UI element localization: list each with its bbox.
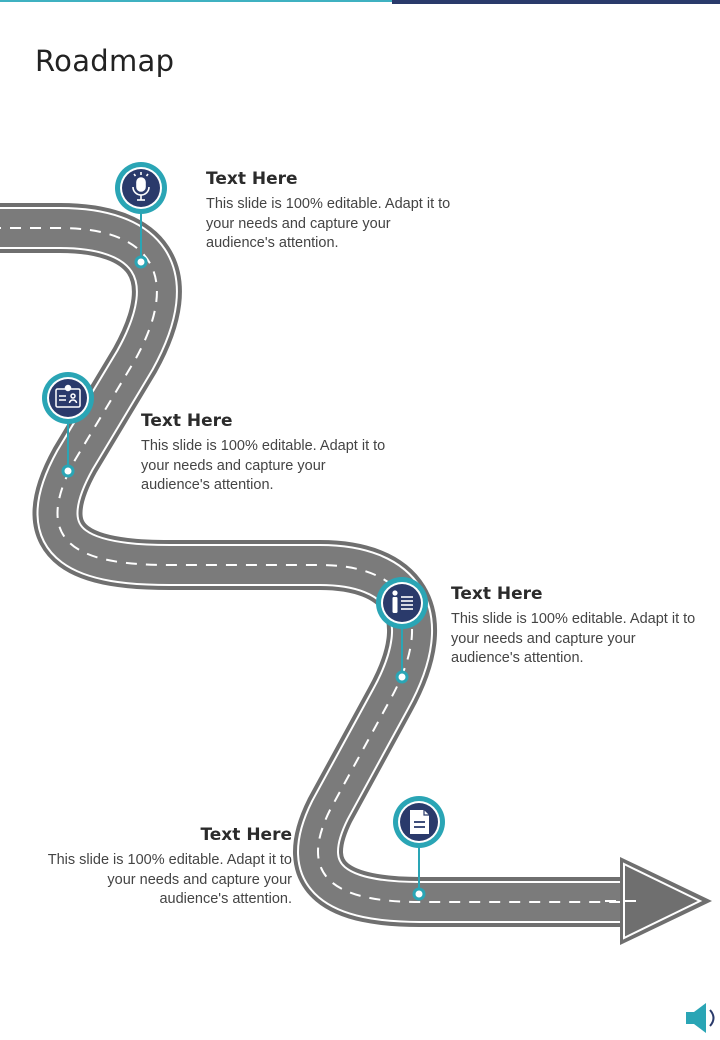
milestone-body-3: This slide is 100% editable. Adapt it to your needs and capture your audience's attention. [451, 611, 696, 666]
page-title: Roadmap [35, 44, 175, 78]
milestone-text-4 [42, 825, 292, 910]
document-icon [410, 810, 429, 834]
road-arrow-head [605, 857, 712, 945]
milestone-body-1: This slide is 100% editable. Adapt it to your needs and capture your audience's attention. [206, 196, 451, 251]
speaker-icon[interactable] [684, 1000, 720, 1036]
milestone-heading-1: Text Here [206, 169, 298, 189]
milestone-text-3 [451, 584, 701, 669]
milestone-heading-2: Text Here [141, 411, 233, 431]
milestone-heading-4: Text Here [200, 825, 292, 845]
milestone-text-1 [206, 169, 456, 254]
road [0, 228, 640, 902]
milestone-body-2: This slide is 100% editable. Adapt it to your needs and capture your audience's attention. [141, 438, 386, 493]
milestone-heading-3: Text Here [451, 584, 543, 604]
milestone-text-2 [141, 411, 391, 496]
milestone-body-4: This slide is 100% editable. Adapt it to your needs and capture your audience's attention. [47, 852, 292, 907]
